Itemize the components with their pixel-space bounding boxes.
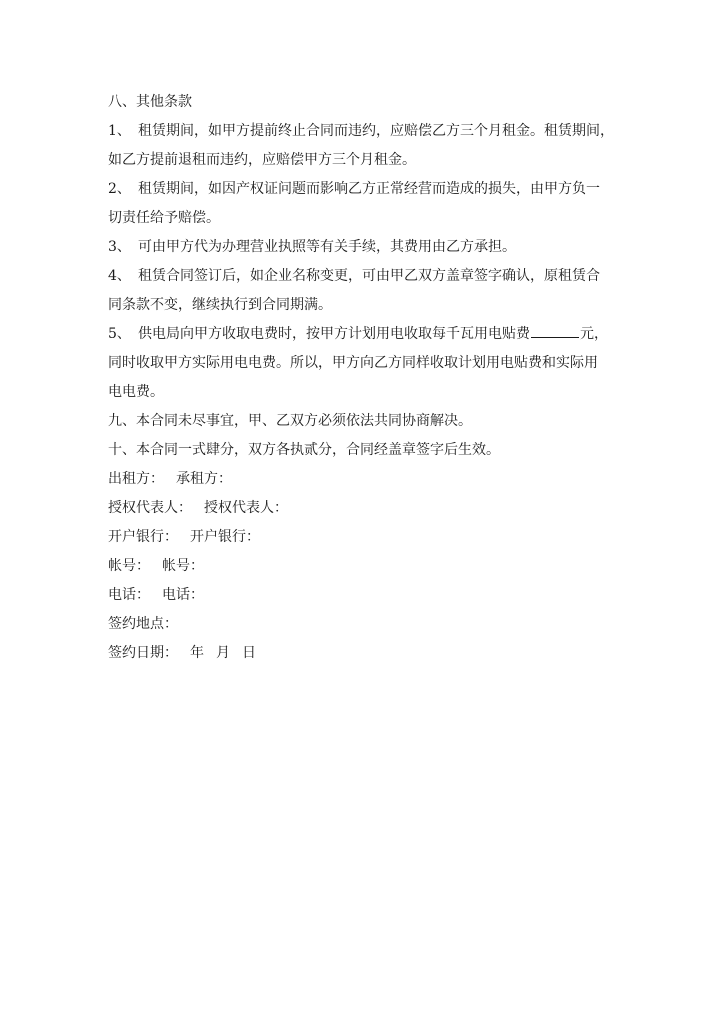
clause-text: 如乙方提前退租而违约，应赔偿甲方三个月租金。 — [108, 152, 416, 168]
lessor-account-label: 帐号： — [108, 558, 150, 574]
section-title: 八、其他条款 — [108, 94, 192, 110]
clause-text: 切责任给予赔偿。 — [108, 210, 220, 226]
fill-in-blank — [531, 325, 579, 338]
lessee-label: 承租方： — [176, 471, 232, 487]
month-label: 月 — [216, 645, 230, 661]
signing-date-line — [108, 639, 616, 668]
lessee-account-label: 帐号： — [162, 558, 204, 574]
clause-2 — [108, 175, 616, 233]
lessor-label: 出租方： — [108, 471, 164, 487]
lessor-phone-label: 电话： — [108, 587, 150, 603]
day-label: 日 — [242, 645, 256, 661]
phone-line — [108, 581, 616, 610]
clause-text: 元， — [580, 326, 608, 342]
contract-body — [108, 88, 616, 668]
lessor-representative-label: 授权代表人： — [108, 500, 192, 516]
clause-text: 同时收取甲方实际用电电费。所以，甲方向乙方同样收取计划用电贴费和实际用 — [108, 355, 598, 371]
clause-number: 5、 — [108, 326, 131, 342]
year-label: 年 — [190, 645, 204, 661]
lessee-representative-label: 授权代表人： — [204, 500, 288, 516]
clause-5 — [108, 320, 616, 407]
clause-text: 供电局向甲方收取电费时，按甲方计划用电收取每千瓦用电贴费 — [138, 326, 530, 342]
clause-text: 同条款不变，继续执行到合同期满。 — [108, 297, 332, 313]
clause-number: 1、 — [108, 123, 131, 139]
signing-place: 签约地点： — [108, 616, 178, 632]
clause-text: 租赁期间，如甲方提前终止合同而违约，应赔偿乙方三个月租金。租赁期间， — [138, 123, 614, 139]
representative-line — [108, 494, 616, 523]
lessee-bank-label: 开户银行： — [190, 529, 260, 545]
clause-text: 电电费。 — [108, 384, 164, 400]
lessee-phone-label: 电话： — [162, 587, 204, 603]
clause-number: 4、 — [108, 268, 131, 284]
account-line — [108, 552, 616, 581]
bank-line — [108, 523, 616, 552]
clause-3 — [108, 233, 616, 262]
clause-text: 租赁期间，如因产权证问题而影响乙方正常经营而造成的损失，由甲方负一 — [138, 181, 600, 197]
clause-1 — [108, 117, 616, 175]
clause-text: 租赁合同签订后，如企业名称变更，可由甲乙双方盖章签字确认，原租赁合 — [138, 268, 600, 284]
clause-number: 3、 — [108, 239, 131, 255]
section-10: 十、本合同一式肆分，双方各执贰分，合同经盖章签字后生效。 — [108, 442, 500, 458]
party-line — [108, 465, 616, 494]
signing-date-label: 签约日期： — [108, 645, 178, 661]
clause-4 — [108, 262, 616, 320]
clause-number: 2、 — [108, 181, 131, 197]
section-9: 九、本合同未尽事宜，甲、乙双方必须依法共同协商解决。 — [108, 413, 472, 429]
clause-text: 可由甲方代为办理营业执照等有关手续，其费用由乙方承担。 — [138, 239, 516, 255]
lessor-bank-label: 开户银行： — [108, 529, 178, 545]
